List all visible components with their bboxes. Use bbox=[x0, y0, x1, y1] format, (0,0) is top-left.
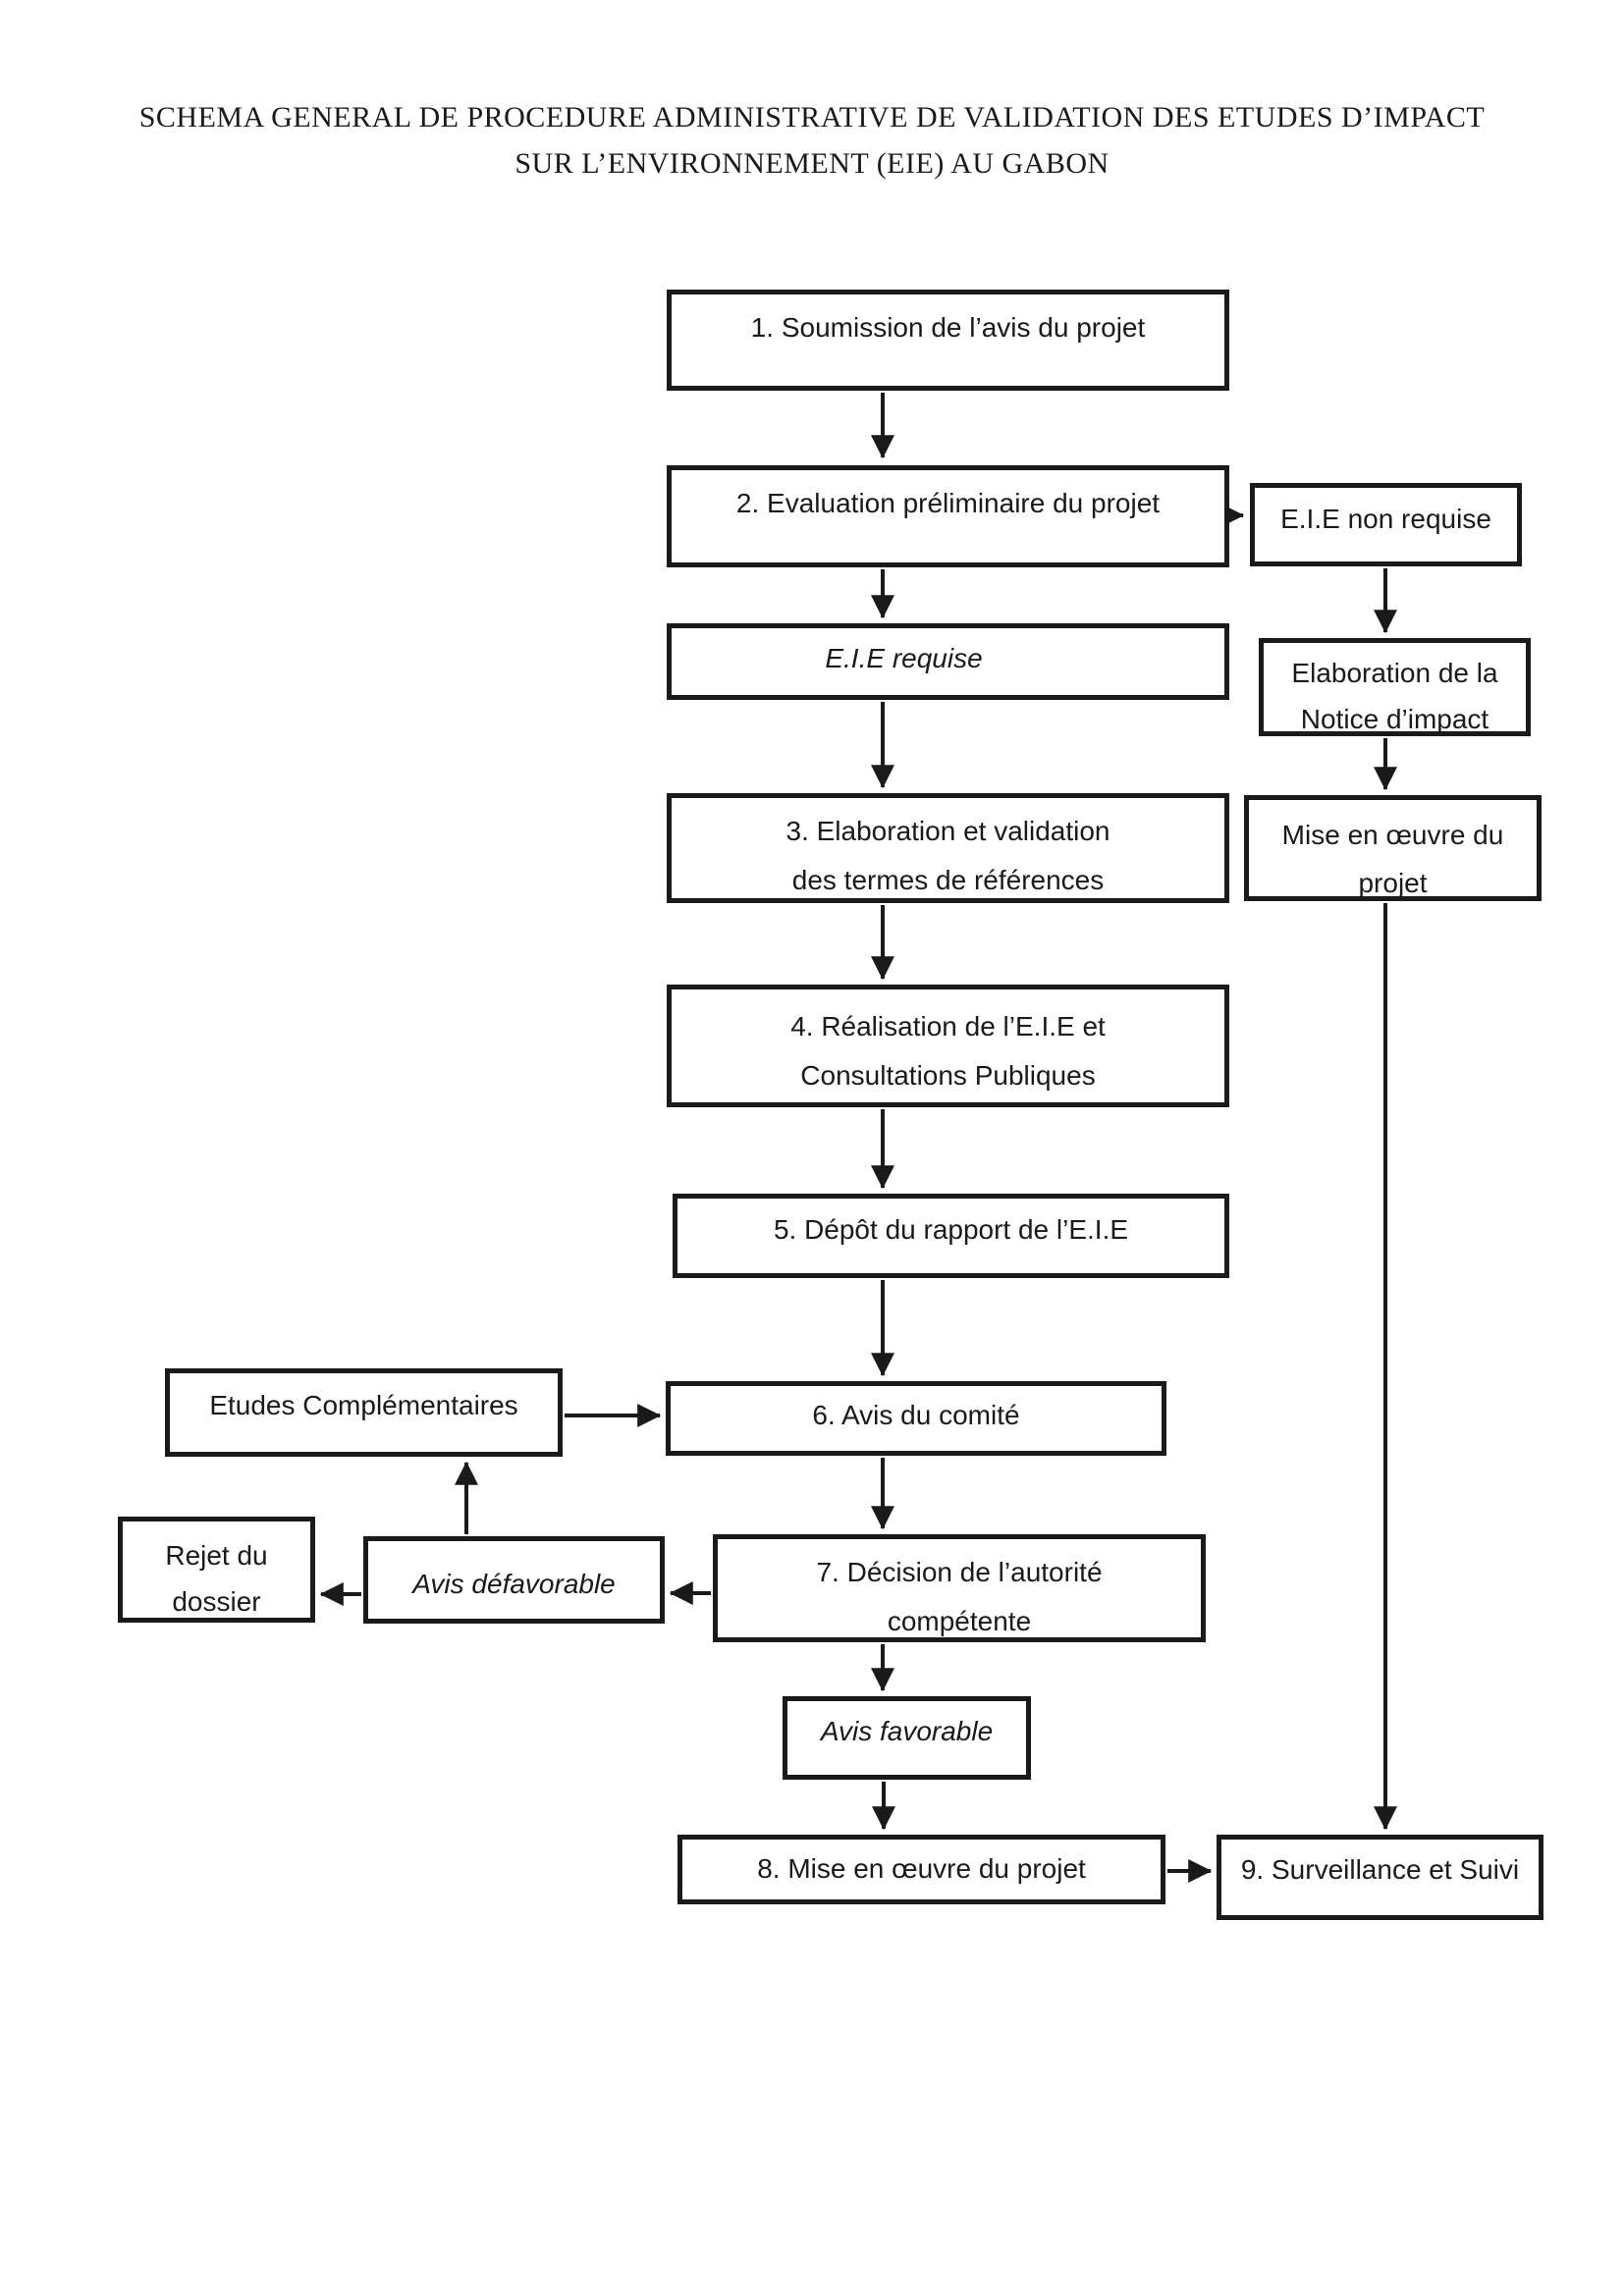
node-avis-favorable-label: Avis favorable bbox=[820, 1716, 994, 1746]
page-title-line2: SUR L’ENVIRONNEMENT (EIE) AU GABON bbox=[514, 147, 1110, 180]
node-rejet-dossier bbox=[118, 1517, 315, 1623]
node-avis-defavorable-label: Avis défavorable bbox=[412, 1569, 616, 1599]
node-step3 bbox=[667, 793, 1229, 903]
node-etudes-complementaires bbox=[165, 1368, 563, 1457]
node-step4-line2: Consultations Publiques bbox=[800, 1060, 1096, 1091]
node-step1 bbox=[667, 290, 1229, 391]
node-step9-label: 9. Surveillance et Suivi bbox=[1240, 1854, 1520, 1885]
node-step2 bbox=[667, 465, 1229, 567]
node-step4-line1: 4. Réalisation de l’E.I.E et bbox=[790, 1011, 1106, 1041]
node-rejet-dossier-line1: Rejet du bbox=[165, 1540, 268, 1571]
node-avis-favorable bbox=[783, 1696, 1031, 1780]
node-mise-en-oeuvre-notice bbox=[1244, 795, 1542, 901]
node-step6-label: 6. Avis du comité bbox=[812, 1400, 1020, 1430]
node-etudes-complementaires-label: Etudes Complémentaires bbox=[209, 1390, 518, 1420]
node-step6 bbox=[666, 1381, 1166, 1456]
node-elaboration-notice bbox=[1259, 638, 1531, 736]
page-title-line1: SCHEMA GENERAL DE PROCEDURE ADMINISTRATIVE DE VALIDATION DES ETUDES D’IMPACT bbox=[138, 101, 1486, 133]
node-elaboration-notice-line1: Elaboration de la bbox=[1291, 658, 1498, 688]
node-eie-requise-label: E.I.E requise bbox=[825, 643, 983, 673]
node-step5 bbox=[673, 1194, 1229, 1278]
node-mise-en-oeuvre-notice-line1: Mise en œuvre du bbox=[1281, 820, 1504, 850]
node-rejet-dossier-line2: dossier bbox=[172, 1586, 261, 1617]
node-step8-label: 8. Mise en œuvre du projet bbox=[757, 1853, 1086, 1884]
node-elaboration-notice-line2: Notice d’impact bbox=[1300, 704, 1489, 734]
node-eie-requise bbox=[667, 623, 1229, 700]
node-step5-label: 5. Dépôt du rapport de l’E.I.E bbox=[773, 1214, 1129, 1245]
node-step3-line1: 3. Elaboration et validation bbox=[785, 816, 1110, 846]
node-step7-line1: 7. Décision de l’autorité bbox=[816, 1557, 1103, 1587]
node-step2-label: 2. Evaluation préliminaire du projet bbox=[735, 488, 1161, 518]
node-step4 bbox=[667, 985, 1229, 1107]
node-step8 bbox=[677, 1835, 1165, 1904]
node-step3-line2: des termes de références bbox=[791, 865, 1105, 895]
node-eie-non-requise bbox=[1250, 483, 1522, 566]
node-step9 bbox=[1217, 1835, 1543, 1920]
node-step1-label: 1. Soumission de l’avis du projet bbox=[750, 312, 1146, 343]
node-eie-non-requise-label: E.I.E non requise bbox=[1280, 504, 1491, 534]
node-mise-en-oeuvre-notice-line2: projet bbox=[1358, 868, 1428, 898]
node-step7 bbox=[713, 1534, 1206, 1642]
node-avis-defavorable bbox=[363, 1536, 665, 1624]
node-step7-line2: compétente bbox=[887, 1606, 1032, 1636]
